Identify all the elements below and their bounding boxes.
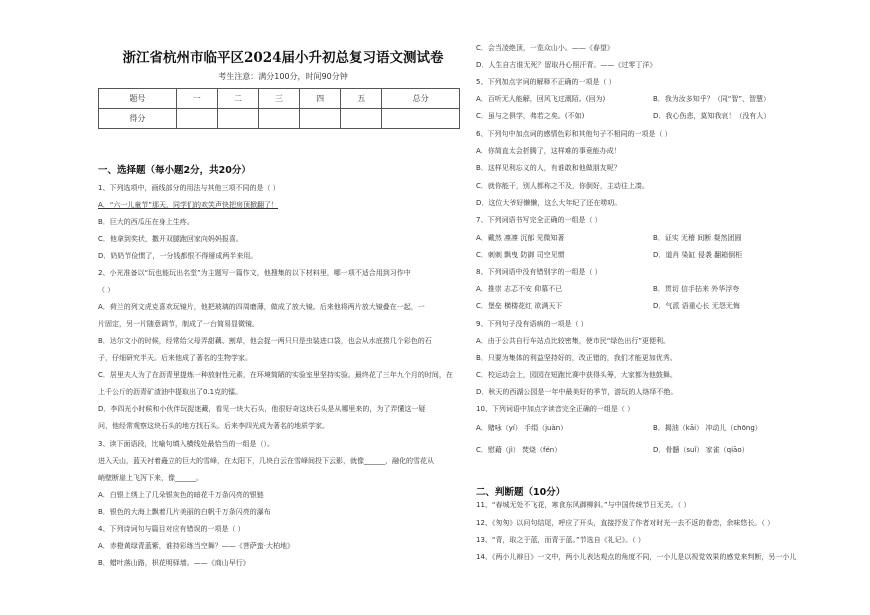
score-header-cell: 一 [176, 89, 217, 109]
question-text: B．巨大的西瓜压在身上生疼。 [98, 218, 194, 226]
question-line [476, 130, 672, 139]
question-text: A．推崇 志忑不安 仰慕不已 [476, 285, 563, 293]
question-text: 峭壁断崖上飞泻下来，像______。 [98, 474, 203, 482]
score-cell [382, 109, 460, 129]
question-line [98, 508, 271, 517]
question-line [476, 354, 677, 363]
question-line [98, 525, 245, 534]
question-line [476, 501, 690, 510]
question-text-option: B．证实 无稽 间断 粲然团圆 [653, 234, 742, 242]
question-line [476, 536, 645, 545]
question-text: B．达尔文小的时候，经常给父母弄甜藕、割草，他会捉一两只只是虫装进口袋，也会从水底捞几个彩色的石 [98, 337, 432, 345]
question-text: C．校运动会上，园园在短跑比赛中获得头筹，大家都为他鼓舞。 [476, 371, 677, 379]
question-text: A．戴然 凛凛 沉郁 见微知著 [476, 234, 565, 242]
question-line [98, 320, 259, 329]
score-header-cell: 总分 [382, 89, 460, 109]
question-line [476, 112, 771, 121]
question-line [476, 61, 656, 70]
question-text: 8、下列词语中没有错别字的一组是（ ） [476, 268, 602, 276]
question-line [98, 354, 252, 363]
question-text: 11、“春城无处不飞花，寒食东风御柳斜。”与中国传统节日无关。（ ） [476, 501, 691, 509]
question-text: C．居里夫人为了在沥青里提炼一种放射性元素，在环境简陋的实验室里坚持实验。最终花了三年九个月的时间，在 [98, 371, 453, 379]
question-text: A．荷兰的列文虎克喜欢玩镜片，他把玻璃的四周磨薄，做成了放大镜。后来他将两片放大镜叠在一起，一 [98, 303, 425, 311]
exam-title: 浙江省杭州市临平区2024届小升初总复习语文测试卷 [122, 50, 444, 66]
question-line [98, 218, 194, 227]
question-text: 1、下列选项中，画线部分的用法与其他三项不同的是（ ） [98, 184, 280, 192]
question-text-option: D．骨髓（suǐ） 家雀（qiāo） [653, 446, 749, 454]
score-value-row [99, 109, 460, 129]
question-line [476, 388, 677, 397]
score-table [98, 88, 460, 129]
question-text: D．这位大爷好懒懒，这么大年纪了还在唠叨。 [476, 199, 622, 207]
question-text: 10、下列词语中加点字读音完全正确的一组是（ ） [476, 405, 635, 413]
question-line [476, 216, 602, 225]
question-text: D．李四光小时候和小伙伴玩捉迷藏，看见一块大石头，他很好奇这块石头是从哪里来的，为了弄懂这一疑 [98, 405, 426, 413]
question-line [476, 285, 740, 294]
question-text: A．由于公共自行车站点比较密集，使市民“绿色出行”更便利。 [476, 337, 671, 345]
question-line [476, 44, 614, 53]
question-line [98, 235, 243, 244]
question-text-option: B．揭油（kāi） 冲动儿（chōng） [653, 424, 762, 432]
question-text-option: B．我为汝多知乎？（同“智”，智慧） [653, 95, 771, 103]
question-text: D．人生自古谁无死？留取丹心照汗青。——《过零丁洋》 [476, 61, 657, 69]
question-line [98, 286, 114, 295]
question-text: C．堡垒 横楼花红 欲满天下 [476, 302, 563, 310]
question-line [98, 252, 257, 261]
question-line [98, 457, 434, 466]
question-line [476, 199, 621, 208]
question-text-option: D．我心伤悲，莫知我哀！（没有人） [653, 112, 771, 120]
question-text: 进入天山，蓝天衬着矗立的巨大的雪峰，在太阳下，几块白云在雪峰间投下云影，就像______，融化的雪花从 [98, 457, 434, 465]
question-line [476, 405, 634, 414]
question-text: A．赌咏（yí） 手绢（juàn） [476, 424, 568, 432]
question-text: B．只要为集体的利益坚持好的，改正错的，我们才能更加优秀。 [476, 354, 677, 362]
question-line [476, 147, 621, 156]
question-line [98, 542, 294, 551]
question-text: 问，他经常观察这块石头的地方找石头。后来李四光成为著名的地质学家。 [98, 422, 329, 430]
question-text: 片固定，另一片随意调节，制成了一台简易显微镜。 [98, 320, 259, 328]
question-text: A．“六一儿童节”那天，同学们的欢笑声快把房顶掀翻了！ [98, 201, 279, 209]
question-line [476, 371, 677, 380]
question-text: 2、小光准备以“玩也能玩出名堂”为主题写一篇作文，他搜集的以下材料里，哪一项不适合用到习作中 [98, 269, 411, 277]
question-line [98, 388, 242, 397]
question-text: 3、读下面语段，比喻句填入横线处最恰当的一组是（）。 [98, 440, 274, 448]
question-line [476, 164, 621, 173]
question-text: 12、《匆匆》以问句结尾，呼应了开头，直接抒发了作者对时光一去不返的眷恋，余味悠长。（ ） [476, 519, 775, 527]
question-line [476, 320, 588, 329]
question-text: D．秋天的西湖公园是一年中最美好的季节，游玩的人络绎不绝。 [476, 388, 678, 396]
question-text: 5、下列加点字词的解释不正确的一项是（ ） [476, 78, 616, 86]
question-line [476, 446, 749, 455]
question-text: A．百听无人能解，回风飞过溉陌。(回为) [476, 95, 606, 103]
question-text-option: D．气派 语重心长 无怨无悔 [653, 302, 740, 310]
score-cell [176, 109, 217, 129]
question-text: C．刺刺 飘曳 防御 司空见惯 [476, 251, 565, 259]
question-text: 子，仔细研究半天。后来他成了著名的生物学家。 [98, 354, 252, 362]
question-text: C．虽与之俱学，弗若之矣。(不如) [476, 112, 585, 120]
score-cell [341, 109, 382, 129]
question-line [476, 302, 740, 311]
score-header-cell: 四 [300, 89, 341, 109]
question-line [98, 303, 425, 312]
question-line [98, 474, 203, 483]
question-text: 6、下列句中加点词的感情色彩和其他句子不相同的一项是（ ） [476, 130, 672, 138]
score-cell [258, 109, 299, 129]
question-line [98, 184, 280, 193]
question-line [98, 491, 264, 500]
question-line [476, 251, 743, 260]
score-header-cell: 题号 [99, 89, 177, 109]
question-text: 13、“青，取之于蓝，而青于蓝。”节选自《礼记》。（ ） [476, 536, 645, 544]
score-row-label: 得分 [99, 109, 177, 129]
question-text: A．你简直太会折腾了，这样难的事竟能办成！ [476, 147, 621, 155]
question-text: B．这样见利忘义的人，有谁敢和他做朋友呢？ [476, 164, 621, 172]
question-text: （ ） [98, 286, 115, 294]
question-text: A．赤橙黄绿青蓝紫，谁持彩练当空舞？——《菩萨蛮·大柏地》 [98, 542, 295, 550]
question-text: 上千公斤的沥青矿渣油中提取出了0.1克的镭。 [98, 388, 243, 396]
question-text: 4、下列诗词句与篇目对应有错误的一项是（ ） [98, 525, 245, 533]
question-line [476, 95, 771, 104]
question-line [476, 268, 602, 277]
question-text: C．就你能干，别人都称之不及，你倒好，主动往上凑。 [476, 182, 649, 190]
score-cell [217, 109, 258, 129]
question-line [98, 405, 425, 414]
score-header-cell: 五 [341, 89, 382, 109]
score-header-row [99, 89, 460, 109]
question-text: C．会当凌绝顶，一览众山小。——《春望》 [476, 44, 614, 52]
question-text: C．慰藉（jì） 焚烧（fén） [476, 446, 562, 454]
section-heading-judgement: 二、判断题（10分） [476, 487, 566, 498]
question-line [476, 234, 742, 243]
question-text: B．银色的大海上飘着几片美丽的白帆千万条闪亮的瀑布 [98, 508, 271, 516]
question-line [476, 553, 796, 562]
question-line [98, 422, 329, 431]
question-line [98, 559, 250, 568]
question-text: 7、下列词语书写完全正确的一组是（ ） [476, 216, 602, 224]
question-line [98, 371, 453, 380]
question-text: D．奶奶节俭惯了，一分钱都恨不得掰成两半来用。 [98, 252, 258, 260]
question-text-option: B．贯切 信手拈来 外华浮夸 [653, 285, 740, 293]
question-line [98, 201, 278, 210]
question-text: 9、下列句子没有语病的一项是（ ） [476, 320, 588, 328]
score-cell [300, 109, 341, 129]
question-text: 14、《两小儿辩日》一文中，两小儿表达观点的角度不同，一小儿是以视觉效果的感觉来判断，另一小儿 [476, 553, 797, 561]
question-line [476, 182, 649, 191]
score-header-cell: 二 [217, 89, 258, 109]
score-header-cell: 三 [258, 89, 299, 109]
question-line [476, 78, 616, 87]
question-text-option: D．道肖 染缸 侵袭 翻箱倒柜 [653, 251, 743, 259]
question-line [98, 337, 432, 346]
exam-subtitle: 考生注意：满分100分，时间90分钟 [218, 72, 348, 81]
question-line [476, 337, 670, 346]
question-line [476, 424, 762, 433]
section-heading-choice: 一、选择题（每小题2分，共20分） [98, 165, 251, 176]
question-line [476, 519, 774, 528]
question-line [98, 440, 274, 449]
question-text: B．蜡叶落山路，枳花明驿墙。——《商山早行》 [98, 559, 250, 567]
question-line [98, 269, 411, 278]
question-text: A．白银上绣上了几朵银灰色的暗花千万条闪亮的银链 [98, 491, 264, 499]
question-text: C．他拿到奖状，撒开双腿跑回家向妈妈报喜。 [98, 235, 243, 243]
